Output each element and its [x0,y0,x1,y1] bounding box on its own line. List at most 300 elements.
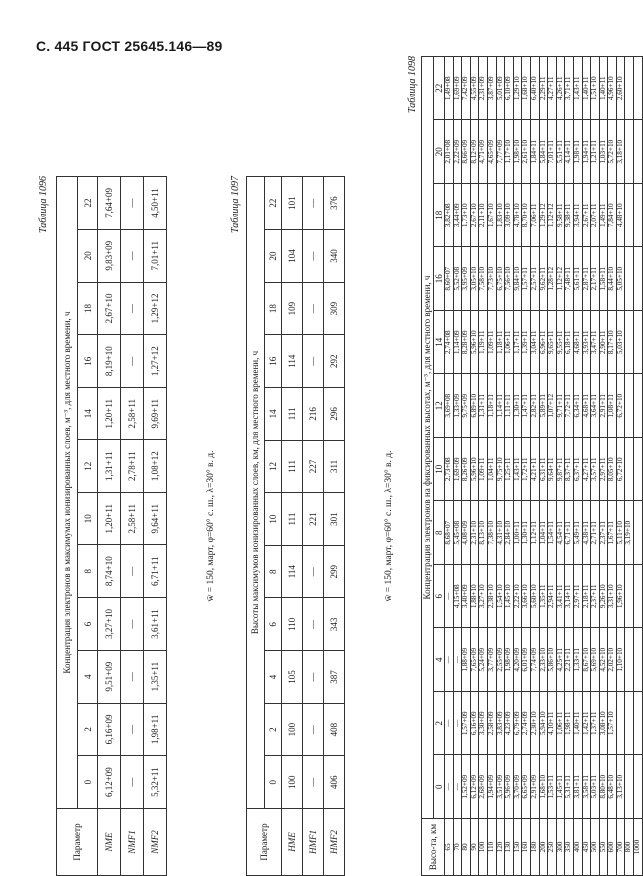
hour-header: 8 [264,545,282,598]
table-cell: 3,05+10 [470,247,479,311]
table-row [625,57,634,876]
table-cell: 5,49+11 [573,501,582,565]
table-cell: — [453,755,462,819]
hour-header: 22 [434,57,445,121]
table-cell: 100 [282,756,303,809]
table-cell: 8,74+10 [98,545,121,598]
table-cell [634,184,643,248]
table-cell: 4,20+09 [513,628,522,692]
table-cell [625,565,634,629]
table-row [591,57,600,876]
table-cell: 8,05+10 [608,438,617,502]
hour-header: 0 [434,755,445,819]
table-cell: 2,71+11 [591,501,600,565]
table-cell: 2,82+11 [530,374,539,438]
table-cell: — [445,692,454,756]
table-cell: 387 [324,651,345,704]
table-cell: 9,84+10 [513,247,522,311]
param-header: Параметр [247,809,282,876]
table-cell: 111 [282,440,303,493]
table-cell: — [445,628,454,692]
table-cell: 8,60+07 [445,247,454,311]
table-cell [634,374,643,438]
table-cell: 2,58+11 [121,388,144,440]
hour-header: 18 [434,184,445,248]
table-cell: 1,09+11 [487,311,496,375]
table-cell: 309 [324,282,345,335]
table-cell: 1,53+11 [548,755,557,819]
table-cell: 4,27+11 [582,438,591,502]
table-1097-caption: w̄ = 150, март, φ=60° с. ш., λ=30° в. д. [384,450,394,602]
table-cell: 1,35+11 [539,565,548,629]
height-value: 1000 [634,819,643,876]
table-cell: 1,21+11 [591,120,600,184]
table-cell: 9,64+11 [548,438,557,502]
table-1097 [246,176,345,876]
table-cell: 3,77+09 [487,628,496,692]
table-cell [634,311,643,375]
table-cell: 1,28+12 [548,247,557,311]
table-cell: 5,72+10 [608,120,617,184]
table-cell: — [453,692,462,756]
table-cell: 2,17+11 [591,247,600,311]
table-cell: 6,40+10 [530,57,539,121]
table-cell: 6,31+11 [539,438,548,502]
table-cell: — [303,545,324,598]
table-row [303,177,324,876]
table-cell: 2,58+11 [121,493,144,545]
table-cell: 6,10+09 [505,57,514,121]
table-cell: 6,65+09 [522,755,531,819]
height-value: 130 [505,819,514,876]
table-cell: 3,64+11 [591,374,600,438]
table-cell: 6,34+11 [573,374,582,438]
hour-header: 16 [78,335,98,388]
table-cell [634,755,643,819]
table-cell: 4,65+09 [487,120,496,184]
table-cell: 1,17+10 [505,120,514,184]
table-cell: 292 [324,335,345,388]
height-value: 700 [616,819,625,876]
table-cell: 9,71+11 [556,374,565,438]
table-cell: 8,70+10 [522,184,531,248]
table-cell: 1,31+11 [98,440,121,493]
table-cell: 2,67+10 [470,184,479,248]
table-cell: 3,57+11 [591,438,600,502]
table-cell: 2,91+11 [599,374,608,438]
table-cell: 1,83+10 [496,184,505,248]
table-cell: 1,68+10 [539,755,548,819]
table-row [324,177,345,876]
table-cell: 6,79+09 [513,692,522,756]
table-cell: 7,77+09 [496,120,505,184]
table-cell: 6,89+10 [470,374,479,438]
hour-header: 10 [264,493,282,546]
table-cell: 1,04+11 [539,501,548,565]
table-cell: — [121,545,144,598]
table-cell: 1,88+09 [462,628,471,692]
table-cell: 6,37+11 [573,438,582,502]
table-cell: 1,67+11 [608,501,617,565]
table-cell: — [303,177,324,230]
table-cell: 5,11+10 [616,501,625,565]
table-cell: 1,20+11 [98,493,121,545]
table-1098 [421,56,643,876]
hour-header: 6 [78,598,98,651]
table-cell: 3,87+09 [487,57,496,121]
table-cell: 8,44+10 [608,247,617,311]
table-cell [625,311,634,375]
table-cell: 7,84+10 [608,184,617,248]
table-cell [625,120,634,184]
height-value: 400 [573,819,582,876]
table-cell: 2,91+09 [530,755,539,819]
table-cell: 1,20+11 [98,388,121,440]
table-cell: 2,21+11 [565,628,574,692]
table-cell: 1,40+11 [582,57,591,121]
table-cell: 2,57+11 [530,247,539,311]
table-cell: 376 [324,177,345,230]
height-value: 600 [608,819,617,876]
hour-header: 8 [434,501,445,565]
table-cell: 1,67+10 [487,184,496,248]
table-cell: 1,45+10 [505,565,514,629]
table-cell: 296 [324,388,345,441]
table-cell: 1,52+09 [462,755,471,819]
table-cell: 7,58+10 [479,247,488,311]
table-cell [634,628,643,692]
table-cell: 5,45+08 [453,501,462,565]
height-header: Высо-та, км [422,819,445,876]
table-cell [625,628,634,692]
hour-header: 0 [78,756,98,809]
table-cell: 1,43+11 [573,57,582,121]
table-cell: 216 [303,388,324,441]
table-cell: 1,29+12 [144,282,167,335]
table-cell: 343 [324,598,345,651]
table-cell: 301 [324,493,345,546]
table-cell: 3,81+11 [573,755,582,819]
table-row [616,57,625,876]
table-cell: 1,30+11 [522,501,531,565]
table-cell: 4,50+11 [144,177,167,230]
table-cell: 4,25+11 [556,628,565,692]
height-value: 180 [530,819,539,876]
table-cell: 1,73+10 [462,184,471,248]
height-value: 550 [599,819,608,876]
height-value: 250 [548,819,557,876]
table-cell: — [303,598,324,651]
table-cell: 3,31+10 [608,565,617,629]
table-cell: 1,03+11 [599,120,608,184]
table-cell: — [121,177,144,230]
param-header: Параметр [57,809,98,876]
table-cell: 1,08+12 [144,440,167,493]
table-cell: 4,68+11 [582,374,591,438]
table-cell: 6,01+09 [522,628,531,692]
hour-header: 16 [434,247,445,311]
table-cell: 1,58+11 [599,247,608,311]
table-cell: 2,94+11 [548,565,557,629]
hour-header: 22 [78,177,98,230]
table-cell [625,692,634,756]
table-cell: 3,27+10 [479,565,488,629]
table-cell: 1,98+10 [513,120,522,184]
table-cell: 3,08+10 [599,692,608,756]
table-cell: 1,35+11 [144,650,167,703]
hour-header: 18 [264,282,282,335]
table-cell: 1,10+10 [616,628,625,692]
table-1098-label: Таблица 1098 [407,56,418,113]
table-cell: 4,15+08 [453,565,462,629]
table-cell [634,120,643,184]
table-cell: 5,96+10 [470,311,479,375]
height-value: 500 [591,819,600,876]
table-cell [634,247,643,311]
table-cell: 9,62+11 [539,247,548,311]
height-value: 350 [565,819,574,876]
table-cell [634,692,643,756]
table-cell: 2,31+09 [479,57,488,121]
hour-header: 10 [78,493,98,545]
table-cell: 2,60+10 [616,57,625,121]
table-cell: 1,98+11 [144,703,167,756]
hour-header: 12 [78,440,98,493]
table-cell: 5,05+10 [616,247,625,311]
table-cell: — [445,755,454,819]
table-cell: 9,69+11 [144,388,167,440]
table-cell: 7,56+10 [505,247,514,311]
table-cell: — [303,651,324,704]
table-cell: 2,74+09 [522,692,531,756]
table-cell: 114 [282,545,303,598]
table-cell: 3,44+09 [453,184,462,248]
table-cell: 1,06+11 [556,692,565,756]
table-cell: — [303,756,324,809]
table-cell: 8,17+10 [608,311,617,375]
table-cell: 406 [324,756,345,809]
table-cell: 8,26+09 [462,438,471,502]
table-cell: 9,58+11 [556,184,565,248]
table-cell: 1,12+12 [548,184,557,248]
table-cell: 5,94+10 [539,692,548,756]
table-cell: 5,89+11 [539,374,548,438]
table-cell: 1,17+11 [513,311,522,375]
rotated-page-content [38,56,642,876]
table-cell: 2,67+10 [98,282,121,335]
table-cell: 3,66+10 [522,565,531,629]
hour-header: 14 [78,388,98,440]
table-cell: 1,30+11 [513,374,522,438]
table-cell: 6,96+11 [539,311,548,375]
table-cell: 2,30+10 [530,692,539,756]
height-value: 150 [513,819,522,876]
table-cell: 1,49+11 [599,184,608,248]
table-cell: 9,64+11 [144,493,167,545]
table-cell: 7,72+11 [565,374,574,438]
table-cell [625,374,634,438]
table-cell [634,438,643,502]
table-cell [625,57,634,121]
table-cell: 4,78+10 [513,184,522,248]
table-cell: 340 [324,230,345,283]
table-cell: 5,84+11 [539,120,548,184]
hour-header: 16 [264,335,282,388]
table-cell: 2,87+11 [582,247,591,311]
table-1096-label: Таблица 1096 [38,176,49,233]
table-cell: 5,24+09 [479,628,488,692]
table-cell: — [121,282,144,335]
table-cell: 2,18+11 [582,565,591,629]
table-cell: 227 [303,440,324,493]
table-1097-label: Таблица 1097 [230,176,241,233]
table-cell: 4,08+09 [462,501,471,565]
height-value: 160 [522,819,531,876]
table-cell: 1,84+11 [530,120,539,184]
table-cell: 3,14+11 [565,565,574,629]
table-cell [616,692,625,756]
table-cell: 2,22+09 [453,120,462,184]
height-value: 90 [470,819,479,876]
table-cell: 8,37+11 [565,438,574,502]
table-cell: 1,96+10 [616,565,625,629]
table-cell: 1,39+11 [522,311,531,375]
table-cell: 7,73+10 [487,247,496,311]
table-cell: 3,94+11 [573,184,582,248]
table-cell: 1,27+12 [144,335,167,388]
table-cell: 1,69+09 [453,438,462,502]
table-cell: 7,74+09 [530,628,539,692]
table-cell: 9,75+09 [462,374,471,438]
table-cell: 7,64+09 [98,177,121,230]
table-row [282,177,303,876]
table-cell: 2,78+11 [121,440,144,493]
param-name: NMF2 [144,809,167,876]
hour-header: 6 [434,565,445,629]
table-cell: 4,54+11 [556,501,565,565]
table-cell: 7,01+11 [144,229,167,282]
table-cell: 3,47+11 [591,311,600,375]
table-cell: 1,00+11 [513,501,522,565]
hour-header: 8 [78,545,98,598]
hour-header: 0 [264,756,282,809]
table-cell: 1,98+09 [505,628,514,692]
table-cell: 111 [282,388,303,441]
table-cell: 2,29+11 [539,57,548,121]
table-1096-subcaption: Концентрация электронов в максимумах ионизированных слоев, м⁻³, для местного времени, ч [57,177,78,809]
table-cell: 1,29+10 [513,57,522,121]
table-cell: 1,47+11 [522,374,531,438]
height-value: 65 [445,819,454,876]
param-name: HME [282,809,303,876]
table-cell: 3,09+10 [505,184,514,248]
table-cell: 3,30+09 [479,692,488,756]
table-cell: 1,12+11 [530,501,539,565]
table-cell: 3,40+09 [462,565,471,629]
table-cell: 2,02+10 [608,628,617,692]
table-cell: 109 [282,282,303,335]
table-cell: 3,27+10 [98,598,121,651]
table-cell: 101 [282,177,303,230]
height-value: 100 [479,819,488,876]
table-cell: 1,51+10 [591,57,600,121]
table-cell: 2,11+10 [479,184,488,248]
table-cell: 3,70+09 [513,755,522,819]
table-cell: — [121,598,144,651]
table-cell: 110 [282,598,303,651]
table-cell: 3,18+10 [616,120,625,184]
table-1097-subcaption: Высоты максимумов ионизированных слоев, км, для местного времени, ч [247,177,265,809]
table-cell: 4,96+10 [608,57,617,121]
table-cell: — [121,650,144,703]
table-cell: 5,51+11 [556,120,565,184]
height-value: 80 [462,819,471,876]
table-cell: 2,22+10 [513,565,522,629]
table-cell: 2,38+10 [487,565,496,629]
table-cell: 8,66+09 [462,120,471,184]
table-cell: 3,93+11 [582,311,591,375]
table-cell: 4,31+10 [496,501,505,565]
table-cell: 2,73+08 [445,438,454,502]
table-cell: 8,19+10 [98,335,121,388]
table-cell: 1,88+10 [470,565,479,629]
table-cell: 3,95+09 [462,247,471,311]
param-name: HMF1 [303,809,324,876]
table-row [505,57,514,876]
table-cell: 1,68+10 [522,57,531,121]
table-cell: 4,27+11 [548,57,557,121]
table-cell: 6,72+10 [616,438,625,502]
table-cell: 1,57+11 [522,247,531,311]
table-cell: 1,37+11 [591,692,600,756]
table-cell: 1,29+12 [539,184,548,248]
table-cell: 1,94+09 [487,755,496,819]
hour-header: 2 [78,703,98,756]
height-value: 70 [453,819,462,876]
table-cell: 5,60+10 [530,565,539,629]
table-cell: 4,68+11 [573,311,582,375]
table-cell [625,247,634,311]
height-value: 300 [556,819,565,876]
table-cell: 6,12+09 [470,755,479,819]
table-cell: 1,72+11 [522,438,531,502]
table-cell: 2,68+09 [479,755,488,819]
table-cell: 1,12+12 [556,247,565,311]
table-cell: 4,55+09 [470,57,479,121]
table-cell: 3,83+09 [496,692,505,756]
table-cell: 221 [303,493,324,546]
hour-header: 14 [434,311,445,375]
table-cell: 1,04+11 [487,438,496,502]
param-name: NME [98,809,121,876]
table-cell: 114 [282,335,303,388]
table-cell: 9,87+11 [556,438,565,502]
table-cell: 1,42+11 [582,692,591,756]
table-cell: 7,01+11 [548,120,557,184]
table-cell: 1,11+11 [505,374,514,438]
table-cell: 4,71+09 [479,120,488,184]
table-cell: 1,40+11 [599,57,608,121]
table-cell: — [445,565,454,629]
table-row [462,57,471,876]
table-cell: 9,55+11 [556,311,565,375]
param-name: HMF2 [324,809,345,876]
table-cell: 5,01+09 [496,57,505,121]
table-cell: — [303,335,324,388]
table-cell: 4,48+10 [616,184,625,248]
table-cell: 2,55+09 [496,628,505,692]
table-cell: 7,48+11 [565,247,574,311]
